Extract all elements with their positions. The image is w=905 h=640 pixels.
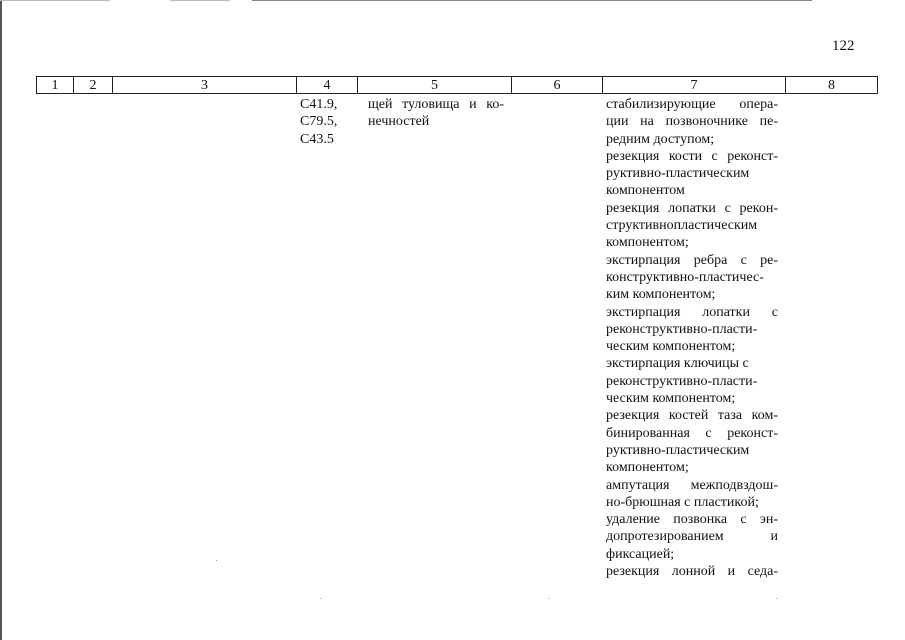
header-cell: 1 bbox=[37, 77, 74, 94]
text-line: конструктивно-пластичес- bbox=[606, 269, 764, 285]
text-line: стабилизирующие опера- bbox=[606, 97, 778, 112]
scan-edge-line bbox=[252, 0, 812, 1]
text-line: ческим компонентом; bbox=[606, 391, 736, 407]
header-cell: 4 bbox=[297, 77, 358, 94]
text-line: фиксацией; bbox=[606, 546, 675, 562]
header-cell: 6 bbox=[512, 77, 603, 94]
text-line: нечностей bbox=[368, 114, 430, 130]
scan-edge-line bbox=[170, 0, 230, 1]
page-left-border bbox=[0, 0, 2, 640]
text-line: резекция кости с реконст- bbox=[606, 148, 778, 164]
header-cell: 5 bbox=[358, 77, 512, 94]
text-line: компонентом; bbox=[606, 460, 689, 476]
text-line: резекция костей таза ком- bbox=[606, 408, 778, 424]
header-cell: 7 bbox=[603, 77, 786, 94]
text-line: редним доступом; bbox=[606, 131, 715, 147]
icd-code: C41.9, bbox=[300, 97, 338, 112]
text-line: щей туловища и ко- bbox=[368, 97, 504, 112]
text-line: ампутация межподвздош- bbox=[606, 477, 778, 493]
text-line: ким компонентом; bbox=[606, 287, 716, 303]
text-line: структивнопластическим bbox=[606, 218, 758, 234]
text-line: реконструктивно-пласти- bbox=[606, 373, 758, 389]
diagnosis-cell bbox=[368, 96, 504, 131]
scan-speck bbox=[548, 598, 549, 599]
page-number: 122 bbox=[832, 38, 855, 54]
text-line: компонентом bbox=[606, 183, 685, 199]
text-line: экстирпация ребра с ре- bbox=[606, 252, 778, 268]
text-line: ции на позвоночнике пе- bbox=[606, 114, 778, 130]
text-line: экстирпация ключицы с bbox=[606, 356, 749, 372]
icd-code: C43.5 bbox=[300, 131, 334, 147]
text-line: руктивно-пластическим bbox=[606, 442, 750, 458]
table-header bbox=[36, 76, 878, 94]
text-line: реконструктивно-пласти- bbox=[606, 321, 758, 337]
text-line: руктивно-пластическим bbox=[606, 166, 750, 182]
icd-codes-cell bbox=[300, 96, 355, 148]
icd-code: C79.5, bbox=[300, 114, 338, 130]
text-line: ческим компонентом; bbox=[606, 339, 736, 355]
scan-speck bbox=[776, 598, 777, 599]
scan-edge-line bbox=[0, 0, 110, 1]
header-cell: 2 bbox=[74, 77, 113, 94]
header-row bbox=[37, 77, 878, 94]
scan-speck bbox=[320, 598, 321, 599]
treatment-methods-cell bbox=[606, 96, 778, 580]
text-line: резекция лопатки с рекон- bbox=[606, 200, 778, 216]
text-line: резекция лонной и седа- bbox=[606, 564, 778, 580]
text-line: но-брюшная с пластикой; bbox=[606, 494, 759, 510]
text-line: экстирпация лопатки с bbox=[606, 304, 778, 320]
text-line: бинированная с реконст- bbox=[606, 425, 778, 441]
text-line: допротезированием и bbox=[606, 529, 778, 545]
text-line: компонентом; bbox=[606, 235, 689, 251]
header-cell: 3 bbox=[113, 77, 297, 94]
text-line: удаление позвонка с эн- bbox=[606, 512, 778, 528]
header-cell: 8 bbox=[786, 77, 878, 94]
scan-speck bbox=[216, 560, 217, 561]
